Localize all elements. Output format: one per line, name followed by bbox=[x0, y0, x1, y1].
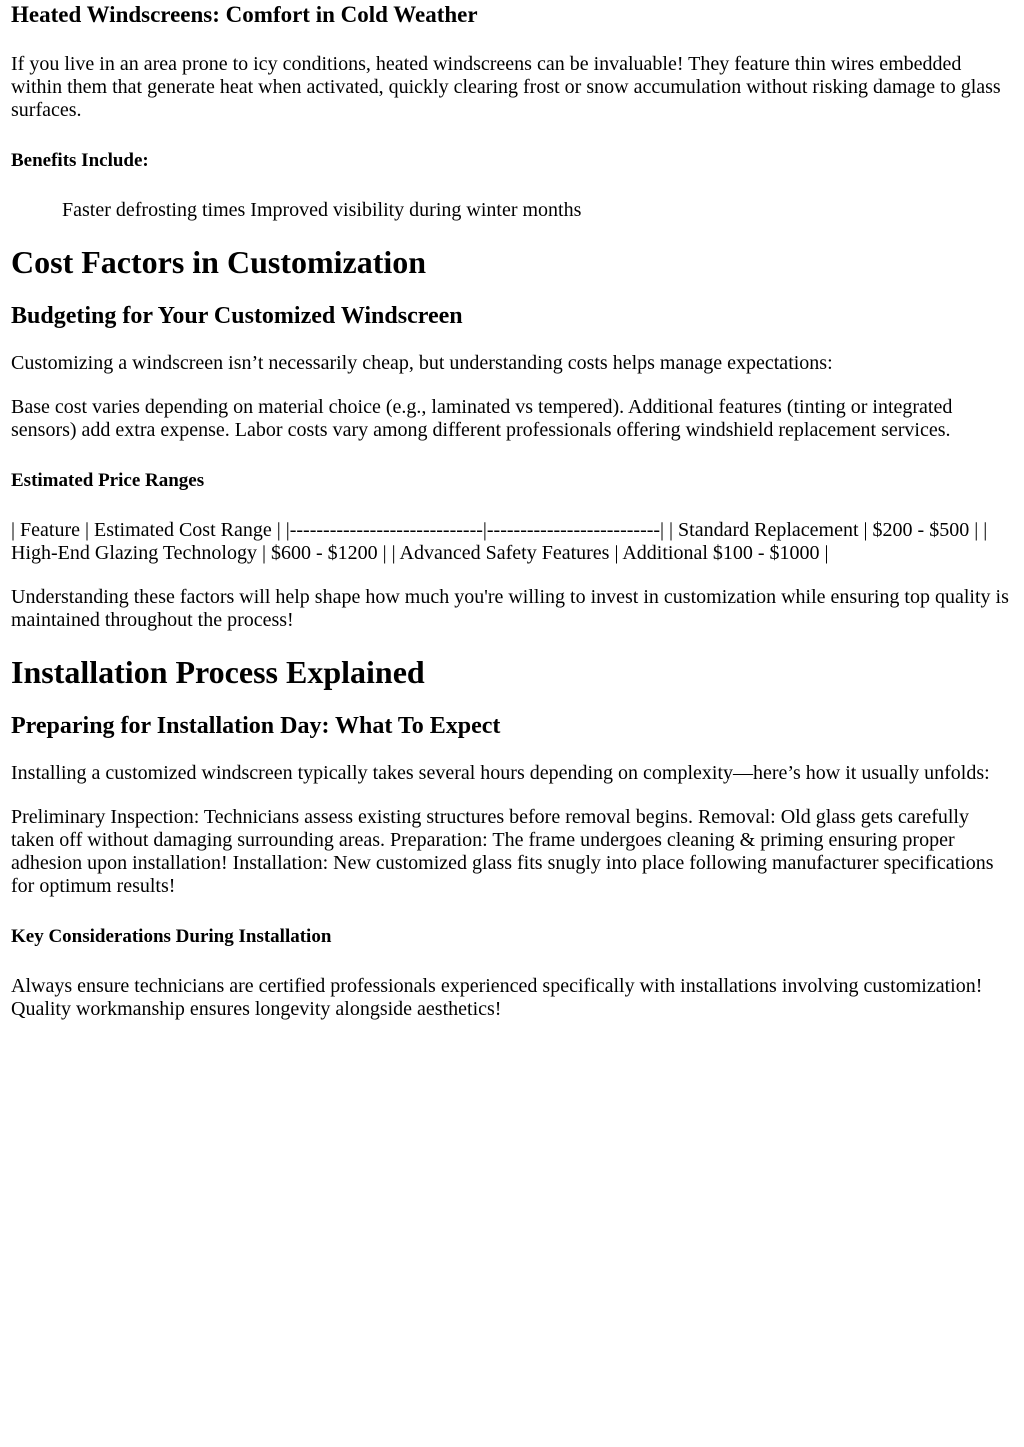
budgeting-intro: Customizing a windscreen isn’t necessarily cheap, but understanding costs helps manage expectations: bbox=[11, 352, 833, 374]
installation-intro: Installing a customized windscreen typically takes several hours depending on complexity—here’s how it usually unfolds: bbox=[11, 762, 990, 784]
subheading-budgeting: Budgeting for Your Customized Windscreen bbox=[11, 303, 463, 329]
benefits-heading: Benefits Include: bbox=[11, 150, 149, 171]
price-ranges-heading: Estimated Price Ranges bbox=[11, 470, 205, 491]
section-heading-installation: Installation Process Explained bbox=[11, 654, 425, 690]
heated-windscreens-paragraph: If you live in an area prone to icy conditions, heated windscreens can be invaluable! They feature thin wires embedded within them that generate heat when activated, quickly clearing frost or snow accumulation without risking damage to glass surfaces. bbox=[11, 53, 1001, 121]
article-body bbox=[0, 1, 1024, 1021]
installation-steps-list: Preliminary Inspection: Technicians assess existing structures before removal begins. Removal: Old glass gets carefully taken off without damaging surrounding areas. Preparation: The frame undergoes cleaning & priming ensuring proper adhesion upon installation! Installation: New customized glass fits snugly into place following manufacturer specifications for optimum results! bbox=[11, 806, 994, 897]
key-considerations-heading: Key Considerations During Installation bbox=[11, 926, 332, 947]
section-heading-cost-factors: Cost Factors in Customization bbox=[11, 244, 427, 280]
cost-closing-paragraph: Understanding these factors will help shape how much you're willing to invest in customization while ensuring top quality is maintained throughout the process! bbox=[11, 586, 1009, 631]
benefits-list: Faster defrosting times Improved visibility during winter months bbox=[62, 199, 582, 221]
section-heading-heated-windscreens: Heated Windscreens: Comfort in Cold Weather bbox=[11, 2, 478, 27]
subheading-installation-day: Preparing for Installation Day: What To Expect bbox=[11, 713, 501, 739]
price-ranges-table-text: | Feature | Estimated Cost Range | |-----------------------------|--------------------------| | Standard Replacement | $200 - $500 | | High-End Glazing Technology | $600 - $1200 | | Advanced Safety Features | Additional $100 - $1000 | bbox=[11, 519, 988, 564]
cost-items-list: Base cost varies depending on material choice (e.g., laminated vs tempered). Additional features (tinting or integrated sensors) add extra expense. Labor costs vary among different professionals offering windshield replacement services. bbox=[11, 396, 953, 441]
key-considerations-paragraph: Always ensure technicians are certified professionals experienced specifically with installations involving customization! Quality workmanship ensures longevity alongside aesthetics! bbox=[11, 975, 983, 1020]
